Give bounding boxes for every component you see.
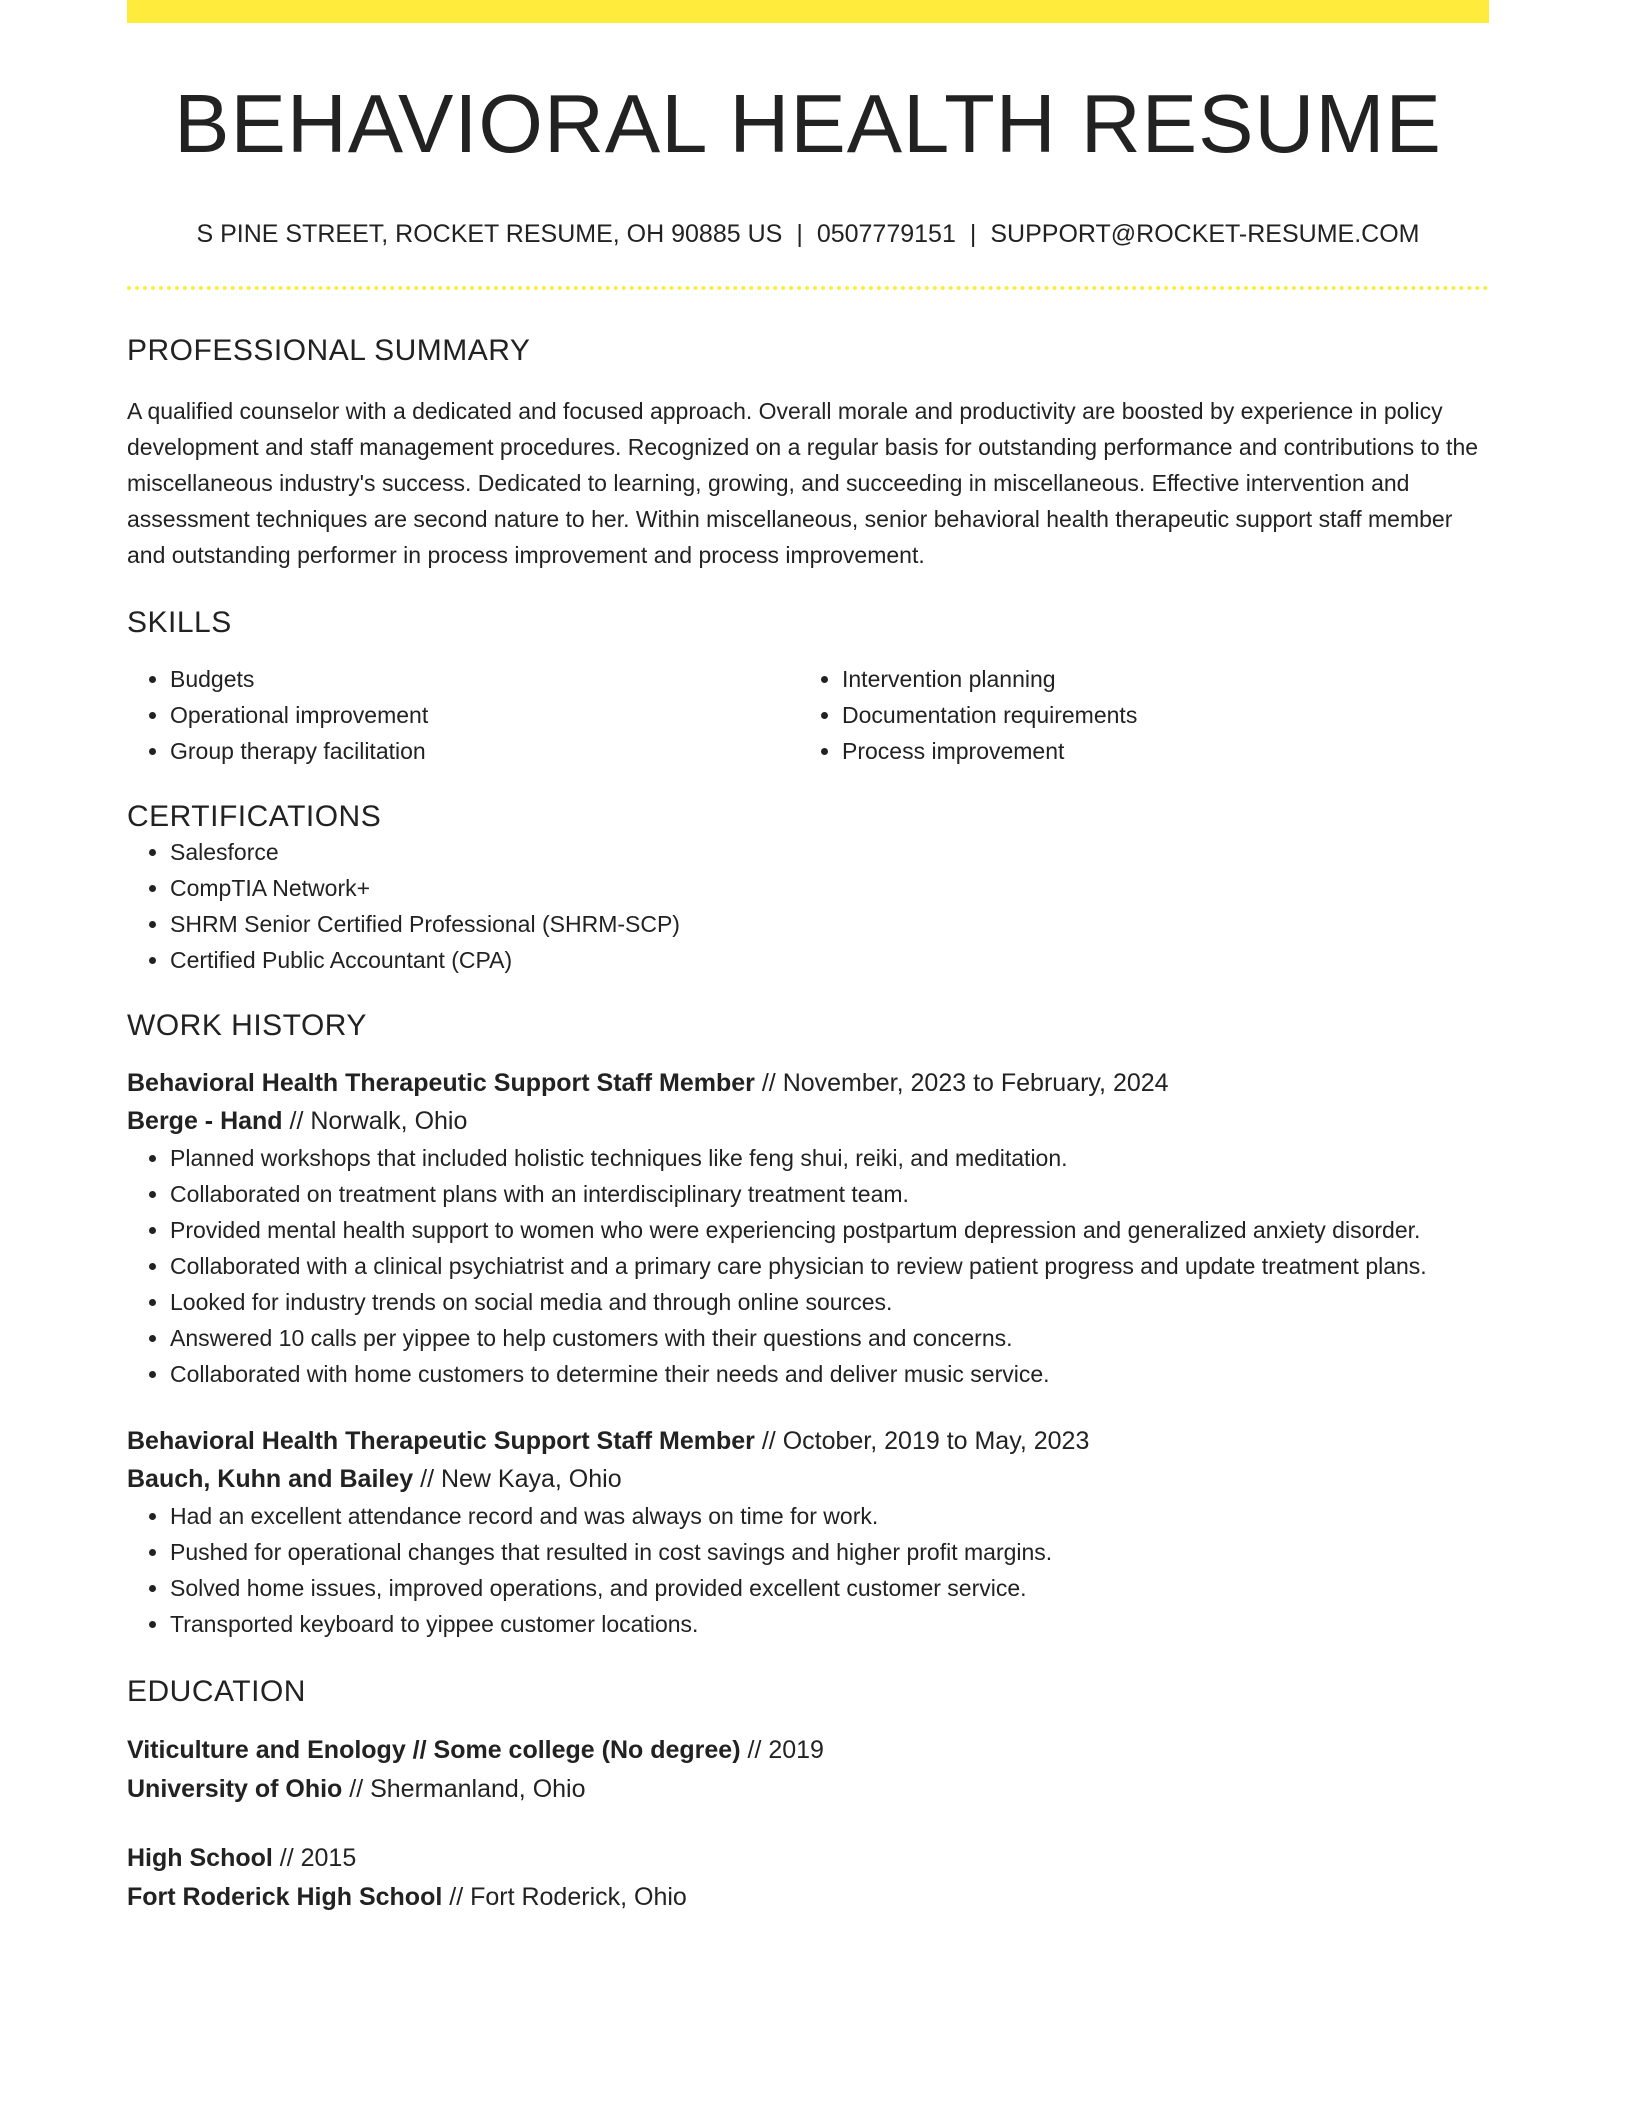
certification-item: • Certified Public Accountant (CPA) <box>170 942 1489 978</box>
job-location: // New Kaya, Ohio <box>413 1465 622 1494</box>
job-bullet: • Collaborated with a clinical psychiatrist and a primary care physician to review patient progress and update treatment plans. <box>170 1248 1489 1284</box>
education-degree-line <box>127 1731 1489 1770</box>
summary-text: A qualified counselor with a dedicated and focused approach. Overall morale and productivity are boosted by experience in policy development and staff management procedures. Recognized on a regular basis for outstanding performance and contributions to the miscellaneous industry's success. Dedicated to learning, growing, and succeeding in miscellaneous. Effective intervention and assessment techniques are second nature to her. Within miscellaneous, senior behavioral health therapeutic support staff member and outstanding performer in process improvement and process improvement. <box>127 398 1479 569</box>
skills-grid <box>127 661 1489 769</box>
job-company: Bauch, Kuhn and Bailey <box>127 1465 414 1494</box>
education-heading: EDUCATION <box>127 1675 306 1709</box>
job-bullet: • Solved home issues, improved operations, and provided excellent customer service. <box>170 1570 1489 1606</box>
education-location: // Shermanland, Ohio <box>342 1775 586 1804</box>
education-entry <box>127 1839 1489 1917</box>
job-bullet: • Transported keyboard to yippee customer locations. <box>170 1606 1489 1642</box>
education-entry <box>127 1731 1489 1809</box>
contact-line <box>127 219 1489 249</box>
job-company: Berge - Hand <box>127 1107 283 1136</box>
job-bullet: • Had an excellent attendance record and was always on time for work. <box>170 1498 1489 1534</box>
skill-item: • Intervention planning <box>842 661 1471 697</box>
job-company-line <box>127 1460 1489 1498</box>
header-divider <box>127 286 1489 290</box>
job-bullet: • Pushed for operational changes that resulted in cost savings and higher profit margins. <box>170 1534 1489 1570</box>
job-dates: // November, 2023 to February, 2024 <box>754 1069 1169 1098</box>
skill-item: • Operational improvement <box>170 697 799 733</box>
job-bullets <box>127 1498 1489 1642</box>
skills-heading: SKILLS <box>127 606 232 640</box>
education-school-line <box>127 1878 1489 1917</box>
job-location: // Norwalk, Ohio <box>282 1107 468 1136</box>
job-role-line <box>127 1422 1489 1460</box>
certification-item: • Salesforce <box>170 834 1489 870</box>
job-bullets <box>127 1140 1489 1392</box>
job-role: Behavioral Health Therapeutic Support Staff Member <box>127 1069 755 1098</box>
education-location: // Fort Roderick, Ohio <box>442 1883 687 1912</box>
skill-item: • Process improvement <box>842 733 1471 769</box>
job-role-line <box>127 1064 1489 1102</box>
job-bullet: • Answered 10 calls per yippee to help customers with their questions and concerns. <box>170 1320 1489 1356</box>
job-role: Behavioral Health Therapeutic Support Staff Member <box>127 1427 755 1456</box>
education-degree: Viticulture and Enology // Some college (No degree) <box>127 1736 741 1765</box>
job-entry <box>127 1064 1489 1140</box>
skill-item: • Documentation requirements <box>842 697 1471 733</box>
skills-column-left <box>127 661 799 769</box>
summary-heading: PROFESSIONAL SUMMARY <box>127 334 531 368</box>
contact-address: S PINE STREET, ROCKET RESUME, OH 90885 US <box>196 220 783 249</box>
job-bullet: • Collaborated with home customers to determine their needs and deliver music service. <box>170 1356 1489 1392</box>
contact-email: SUPPORT@ROCKET-RESUME.COM <box>990 220 1420 249</box>
contact-separator: | <box>796 220 803 249</box>
education-year: // 2019 <box>740 1736 824 1765</box>
education-degree: High School <box>127 1844 273 1873</box>
resume-page <box>127 0 1489 1917</box>
education-school: University of Ohio <box>127 1775 343 1804</box>
education-degree-line <box>127 1839 1489 1878</box>
resume-title: BEHAVIORAL HEALTH RESUME <box>174 77 1442 170</box>
skill-item: • Group therapy facilitation <box>170 733 799 769</box>
job-bullet: • Planned workshops that included holistic techniques like feng shui, reiki, and meditation. <box>170 1140 1489 1176</box>
skill-item: • Budgets <box>170 661 799 697</box>
education-school-line <box>127 1770 1489 1809</box>
certifications-heading: CERTIFICATIONS <box>127 800 382 834</box>
job-company-line <box>127 1102 1489 1140</box>
skills-column-right <box>799 661 1471 769</box>
certification-item: • SHRM Senior Certified Professional (SHRM-SCP) <box>170 906 1489 942</box>
education-year: // 2015 <box>272 1844 357 1873</box>
job-bullet: • Provided mental health support to women who were experiencing postpartum depression and generalized anxiety disorder. <box>170 1212 1489 1248</box>
contact-separator: | <box>969 220 977 249</box>
job-bullet: • Collaborated on treatment plans with an interdisciplinary treatment team. <box>170 1176 1489 1212</box>
certification-item: • CompTIA Network+ <box>170 870 1489 906</box>
certifications-list <box>127 834 1489 978</box>
education-school: Fort Roderick High School <box>127 1883 443 1912</box>
job-bullet: • Looked for industry trends on social media and through online sources. <box>170 1284 1489 1320</box>
top-accent-bar <box>127 0 1489 23</box>
contact-phone: 0507779151 <box>816 220 956 249</box>
work-history-heading: WORK HISTORY <box>127 1009 367 1043</box>
job-dates: // October, 2019 to May, 2023 <box>754 1427 1090 1456</box>
job-entry <box>127 1422 1489 1498</box>
